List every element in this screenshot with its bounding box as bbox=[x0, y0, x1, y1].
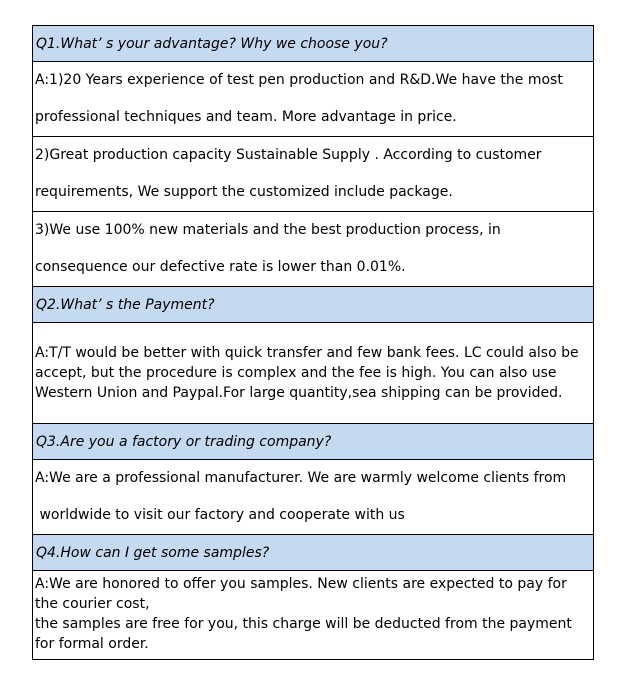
question-row bbox=[32, 423, 594, 459]
faq-table bbox=[32, 25, 594, 660]
answer-line: A:We are honored to offer you samples. New clients are expected to pay for bbox=[35, 576, 567, 592]
question-text: Q3.Are you a factory or trading company? bbox=[36, 433, 332, 450]
answer-line: professional techniques and team. More advantage in price. bbox=[35, 109, 457, 125]
question-row bbox=[32, 534, 594, 570]
answer-line: 2)Great production capacity Sustainable Supply . According to customer bbox=[35, 147, 542, 163]
answer-row bbox=[32, 136, 594, 211]
answer-line: requirements, We support the customized include package. bbox=[35, 184, 453, 200]
answer-row bbox=[32, 570, 594, 660]
question-text: Q4.How can I get some samples? bbox=[36, 544, 270, 561]
answer-line: Western Union and Paypal.For large quantity,sea shipping can be provided. bbox=[35, 385, 563, 401]
answer-line: A:T/T would be better with quick transfer and few bank fees. LC could also be bbox=[35, 345, 579, 361]
answer-row bbox=[32, 211, 594, 286]
question-row bbox=[32, 25, 594, 61]
answer-row bbox=[32, 459, 594, 534]
question-text: Q2.What’ s the Payment? bbox=[36, 296, 215, 313]
answer-line: the samples are free for you, this charge will be deducted from the payment bbox=[35, 616, 572, 632]
answer-line: the courier cost, bbox=[35, 596, 150, 612]
question-row bbox=[32, 286, 594, 322]
answer-line: accept, but the procedure is complex and the fee is high. You can also use bbox=[35, 365, 557, 381]
answer-line: A:1)20 Years experience of test pen production and R&D.We have the most bbox=[35, 72, 563, 88]
answer-line: 3)We use 100% new materials and the best production process, in bbox=[35, 222, 501, 238]
answer-line: for formal order. bbox=[35, 636, 149, 652]
answer-row bbox=[32, 322, 594, 423]
answer-line: worldwide to visit our factory and cooperate with us bbox=[35, 507, 405, 523]
answer-line: consequence our defective rate is lower than 0.01%. bbox=[35, 259, 406, 275]
answer-row bbox=[32, 61, 594, 136]
answer-line: A:We are a professional manufacturer. We are warmly welcome clients from bbox=[35, 470, 567, 486]
question-text: Q1.What’ s your advantage? Why we choose you? bbox=[36, 35, 388, 52]
